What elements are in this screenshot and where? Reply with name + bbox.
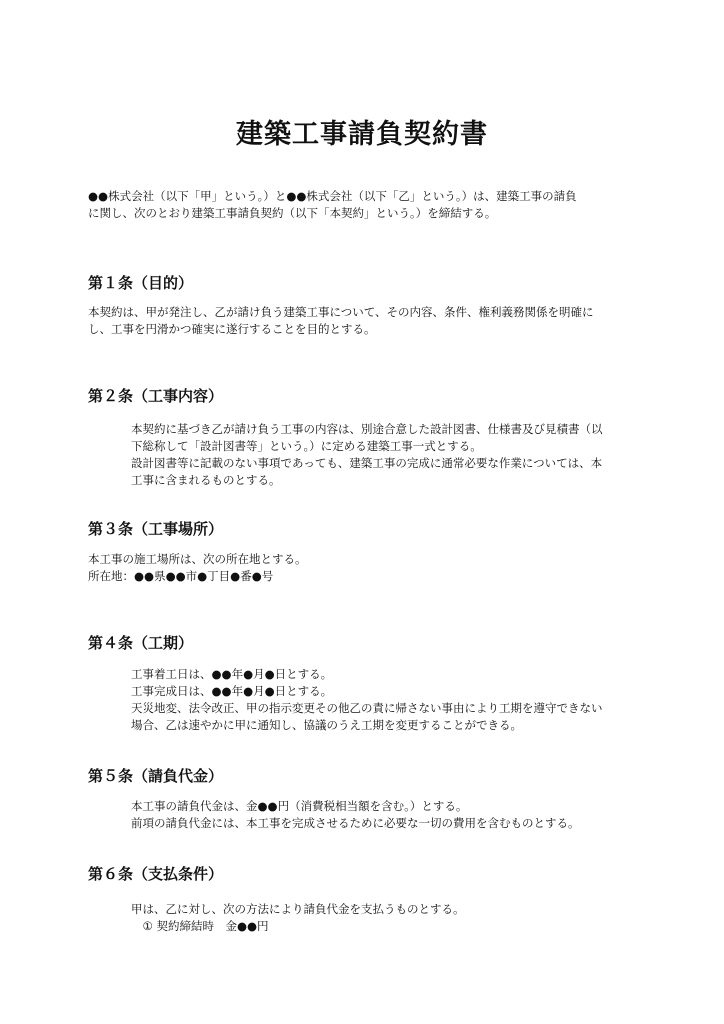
text-line: 工事に含まれるものとする。 (131, 473, 281, 487)
text-line: 下総称して「設計図書等」という。）に定める建築工事一式とする。 (131, 439, 482, 453)
address-line: 所在地：●●県●●市●丁目●番●号 (88, 569, 274, 583)
article-3-body (88, 551, 648, 585)
text-line: 場合、乙は速やかに甲に通知し、協議のうえ工期を変更することができる。 (131, 718, 522, 732)
document-title: 建築工事請負契約書 (236, 119, 488, 150)
article-1-heading: 第１条（目的） (88, 274, 194, 292)
article-4-heading: 第４条（工期） (88, 634, 194, 652)
payment-item: ① 契約締結時 金●●円 (131, 919, 269, 933)
article-5-heading: 第５条（請負代金） (88, 767, 224, 785)
article-2-heading: 第２条（工事内容） (88, 387, 224, 405)
article-6-body (131, 901, 691, 935)
text-line: 本工事の施工場所は、次の所在地とする。 (88, 552, 307, 566)
text-line: 本契約は、甲が発注し、乙が請け負う建築工事について、その内容、条件、権利義務関係を明確に (88, 305, 594, 319)
text-line: 設計図書等に記載のない事項であっても、建築工事の完成に通常必要な作業については、本 (131, 456, 603, 470)
article-1-body (88, 304, 648, 338)
text-line: ●●株式会社（以下「甲」という。）と●●株式会社（以下「乙」という。）は、建築工事の請負 (88, 189, 577, 203)
article-3-heading: 第３条（工事場所） (88, 520, 224, 538)
text-line: 工事着工日は、●●年●月●日とする。 (131, 667, 333, 681)
text-line: 前項の請負代金には、本工事を完成させるために必要な一切の費用を含むものとする。 (131, 816, 580, 830)
article-5-body (131, 798, 691, 832)
article-4-body (131, 666, 691, 734)
text-line: 本工事の請負代金は、金●●円（消費税相当額を含む。）とする。 (131, 799, 468, 813)
intro-paragraph (88, 188, 648, 222)
text-line: 甲は、乙に対し、次の方法により請負代金を支払うものとする。 (131, 902, 465, 916)
text-line: に関し、次のとおり建築工事請負契約（以下「本契約」という。）を締結する。 (88, 206, 497, 220)
article-2-body (131, 421, 691, 489)
text-line: 本契約に基づき乙が請け負う工事の内容は、別途合意した設計図書、仕様書及び見積書（以 (131, 422, 603, 436)
text-line: し、工事を円滑かつ確実に遂行することを目的とする。 (88, 322, 376, 336)
text-line: 工事完成日は、●●年●月●日とする。 (131, 684, 333, 698)
article-6-heading: 第６条（支払条件） (88, 865, 224, 883)
text-line: 天災地変、法令改正、甲の指示変更その他乙の責に帰さない事由により工期を遵守できない (131, 701, 603, 715)
